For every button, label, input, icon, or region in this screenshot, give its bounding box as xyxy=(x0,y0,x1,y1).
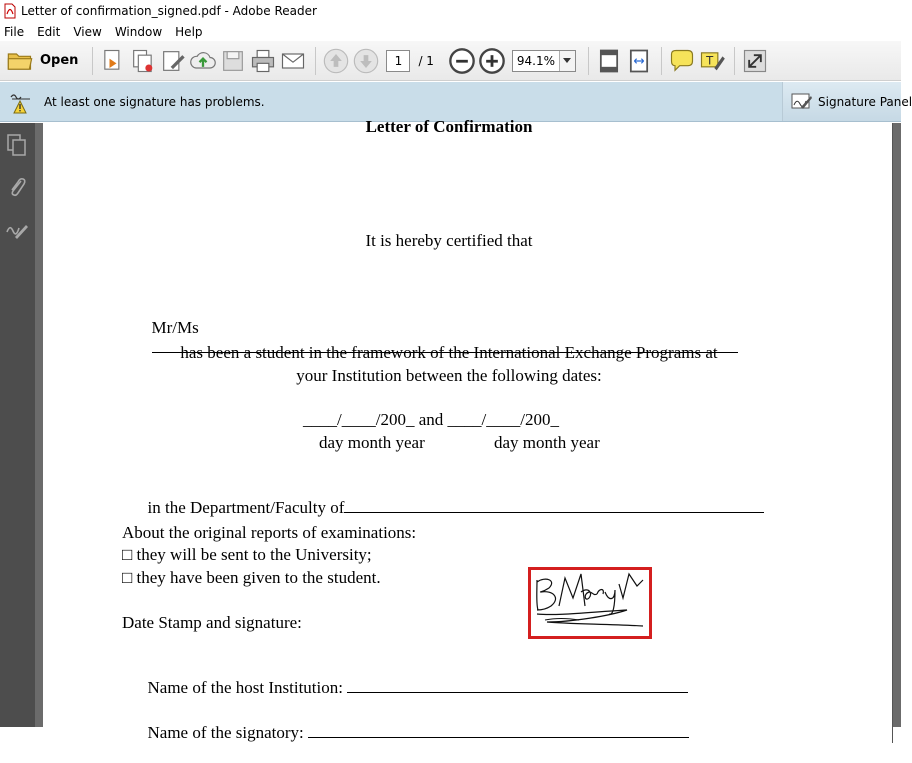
signature-notification-bar xyxy=(0,82,912,122)
mr-ms-label: Mr/Ms xyxy=(151,318,199,337)
highlight-button[interactable] xyxy=(698,46,726,76)
save-button[interactable] xyxy=(219,46,247,76)
zoom-in-button[interactable] xyxy=(478,46,506,76)
page-number-input[interactable] xyxy=(386,50,410,72)
fit-width-button[interactable] xyxy=(625,46,653,76)
toolbar-separator xyxy=(92,47,93,75)
zoom-in-icon xyxy=(478,47,506,75)
chevron-down-icon[interactable] xyxy=(559,51,575,71)
host-institution-label: Name of the host Institution: xyxy=(147,678,343,697)
pdf-page xyxy=(43,117,893,743)
fit-width-icon xyxy=(625,47,653,75)
department-blank-line xyxy=(344,512,764,513)
report-option-given: □ they have been given to the student. xyxy=(122,568,381,587)
expand-icon xyxy=(741,47,769,75)
open-button[interactable] xyxy=(6,46,84,76)
date-stamp-label: Date Stamp and signature: xyxy=(122,613,302,632)
comment-button[interactable] xyxy=(668,46,696,76)
fit-page-button[interactable] xyxy=(595,46,623,76)
student-text-line1: has been a student in the framework of the International Exchange Programs at xyxy=(180,343,718,362)
document-heading: Letter of Confirmation xyxy=(365,117,533,136)
comment-bubble-icon xyxy=(668,47,696,75)
signatory-blank-line xyxy=(308,737,689,738)
signatory-label: Name of the signatory: xyxy=(147,723,304,742)
zoom-select[interactable] xyxy=(512,50,576,72)
handwritten-signature-image xyxy=(531,570,649,636)
navigation-pane xyxy=(0,123,35,727)
fit-page-icon xyxy=(595,47,623,75)
signature-panel-label: Signature Panel xyxy=(818,94,912,109)
paperclip-icon xyxy=(6,175,28,199)
menu-view[interactable]: View xyxy=(73,24,102,39)
combine-files-icon xyxy=(129,47,157,75)
print-button[interactable] xyxy=(249,46,277,76)
arrow-down-icon xyxy=(352,47,380,75)
zoom-out-icon xyxy=(448,47,476,75)
signatures-icon xyxy=(5,220,29,242)
signature-warning-icon xyxy=(8,89,34,115)
cloud-upload-icon xyxy=(189,47,217,75)
host-institution-blank-line xyxy=(347,692,688,693)
page-thumbnails-icon xyxy=(6,133,28,157)
edit-button[interactable] xyxy=(159,46,187,76)
dates-line: ____/____/200_ and ____/____/200_ xyxy=(303,410,559,429)
create-pdf-button[interactable] xyxy=(99,46,127,76)
menu-bar xyxy=(0,22,901,41)
printer-icon xyxy=(249,47,277,75)
toolbar-separator xyxy=(661,47,662,75)
highlight-text-icon xyxy=(698,47,726,75)
menu-file[interactable]: File xyxy=(4,24,25,39)
menu-window[interactable]: Window xyxy=(114,24,163,39)
signature-field[interactable] xyxy=(528,567,652,639)
student-text-line2: your Institution between the following dates: xyxy=(296,366,602,385)
page-total: / 1 xyxy=(418,53,434,68)
envelope-icon xyxy=(279,47,307,75)
zoom-value: 94.1% xyxy=(516,53,555,68)
signature-pen-icon xyxy=(791,92,813,112)
signature-status-message: At least one signature has problems. xyxy=(44,94,265,109)
certified-text: It is hereby certified that xyxy=(365,231,533,250)
svg-text:T: T xyxy=(706,53,714,67)
next-page-button[interactable] xyxy=(352,46,380,76)
toolbar-separator xyxy=(315,47,316,75)
menu-help[interactable]: Help xyxy=(175,24,203,39)
dates-label-end: day month year xyxy=(494,433,600,452)
arrow-up-icon xyxy=(322,47,350,75)
create-pdf-icon xyxy=(99,47,127,75)
reports-title: About the original reports of examinations: xyxy=(122,523,417,542)
attachments-button[interactable] xyxy=(5,175,29,199)
dates-label-start: day month year xyxy=(319,433,425,452)
open-button-label: Open xyxy=(40,53,79,68)
save-disk-icon xyxy=(219,47,247,75)
upload-button[interactable] xyxy=(189,46,217,76)
pdf-icon xyxy=(4,4,16,18)
menu-edit[interactable]: Edit xyxy=(37,24,61,39)
department-label: in the Department/Faculty of xyxy=(147,498,345,517)
edit-document-icon xyxy=(159,47,187,75)
combine-button[interactable] xyxy=(129,46,157,76)
signatory-field xyxy=(122,703,689,763)
signatures-button[interactable] xyxy=(5,219,29,243)
report-option-sent: □ they will be sent to the University; xyxy=(122,545,372,564)
page-thumbnails-button[interactable] xyxy=(5,133,29,157)
toolbar xyxy=(0,41,901,81)
previous-page-button[interactable] xyxy=(322,46,350,76)
signature-panel-button[interactable] xyxy=(782,82,912,121)
title-bar xyxy=(0,0,901,22)
email-button[interactable] xyxy=(279,46,307,76)
toolbar-separator xyxy=(588,47,589,75)
zoom-out-button[interactable] xyxy=(448,46,476,76)
folder-icon xyxy=(6,47,34,75)
window-title: Letter of confirmation_signed.pdf - Adobe Reader xyxy=(21,4,317,18)
document-viewer[interactable] xyxy=(35,117,901,742)
toolbar-separator xyxy=(734,47,735,75)
fullscreen-button[interactable] xyxy=(741,46,769,76)
